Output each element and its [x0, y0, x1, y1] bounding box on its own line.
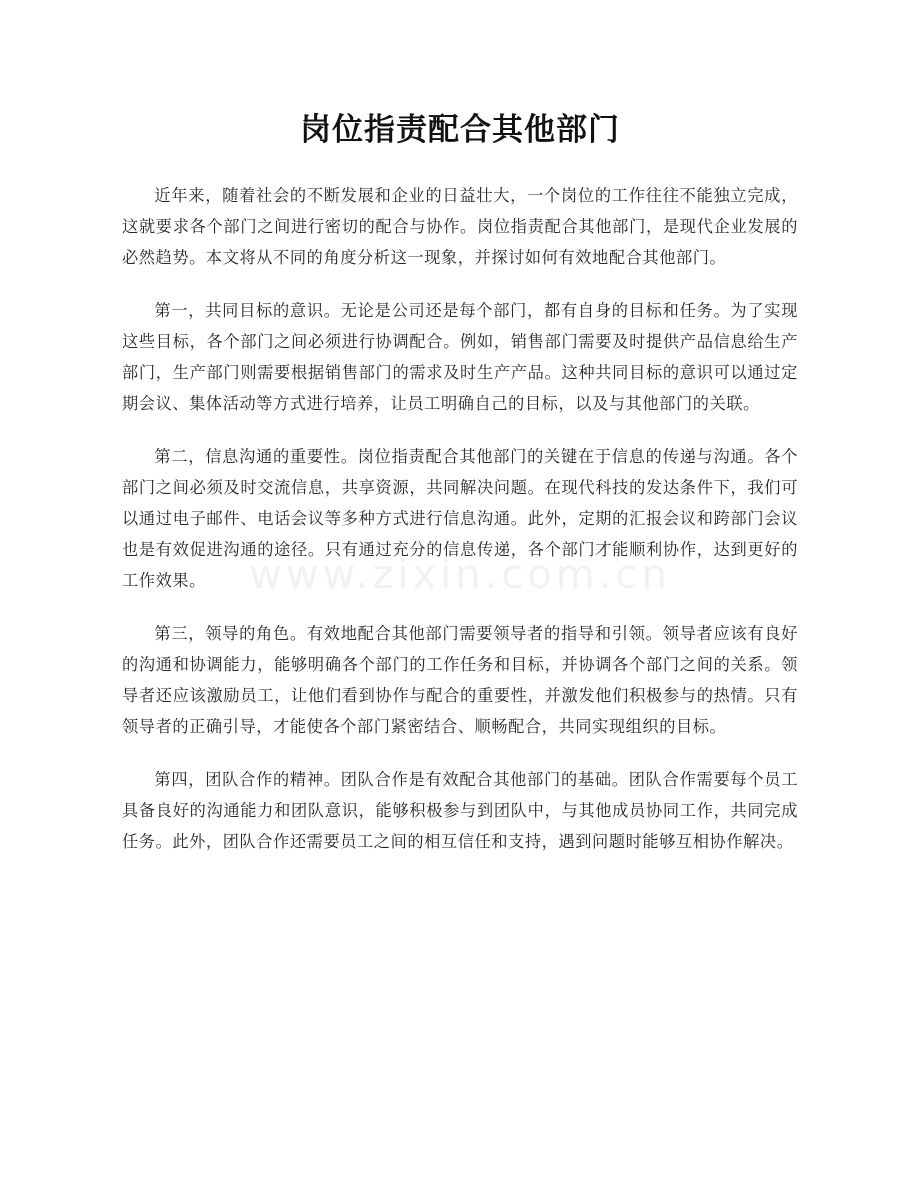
document-title: 岗位指责配合其他部门	[300, 112, 620, 148]
watermark: www.zixin.com.cn	[249, 552, 671, 598]
paragraph-first: 第一，共同目标的意识。无论是公司还是每个部门，都有自身的目标和任务。为了实现这些目标，各个部门之间必须进行协调配合。例如，销售部门需要及时提供产品信息给生产部门，生产部门则需要根据销售部门的需求及时生产产品。这种共同目标的意识可以通过定期会议、集体活动等方式进行培养，让员工明确自己的目标，以及与其他部门的关联。	[122, 301, 798, 413]
paragraph-intro: 近年来，随着社会的不断发展和企业的日益壮大，一个岗位的工作往往不能独立完成，这就要求各个部门之间进行密切的配合与协作。岗位指责配合其他部门，是现代企业发展的必然趋势。本文将从不同的角度分析这一现象，并探讨如何有效地配合其他部门。	[122, 186, 798, 267]
document-body	[122, 180, 798, 879]
paragraph-second: 第二，信息沟通的重要性。岗位指责配合其他部门的关键在于信息的传递与沟通。各个部门之间必须及时交流信息，共享资源，共同解决问题。在现代科技的发达条件下，我们可以通过电子邮件、电话会议等多种方式进行信息沟通。此外，定期的汇报会议和跨部门会议也是有效促进沟通的途径。只有通过充分的信息传递，各个部门才能顺利协作，达到更好的工作效果。	[122, 447, 798, 590]
paragraph-third: 第三，领导的角色。有效地配合其他部门需要领导者的指导和引领。领导者应该有良好的沟通和协调能力，能够明确各个部门的工作任务和目标，并协调各个部门之间的关系。领导者还应该激励员工，让他们看到协作与配合的重要性，并激发他们积极参与的热情。只有领导者的正确引导，才能使各个部门紧密结合、顺畅配合，共同实现组织的目标。	[122, 624, 798, 736]
paragraph-fourth: 第四，团队合作的精神。团队合作是有效配合其他部门的基础。团队合作需要每个员工具备良好的沟通能力和团队意识，能够积极参与到团队中，与其他成员协同工作，共同完成任务。此外，团队合作还需要员工之间的相互信任和支持，遇到问题时能够互相协作解决。	[122, 770, 798, 851]
